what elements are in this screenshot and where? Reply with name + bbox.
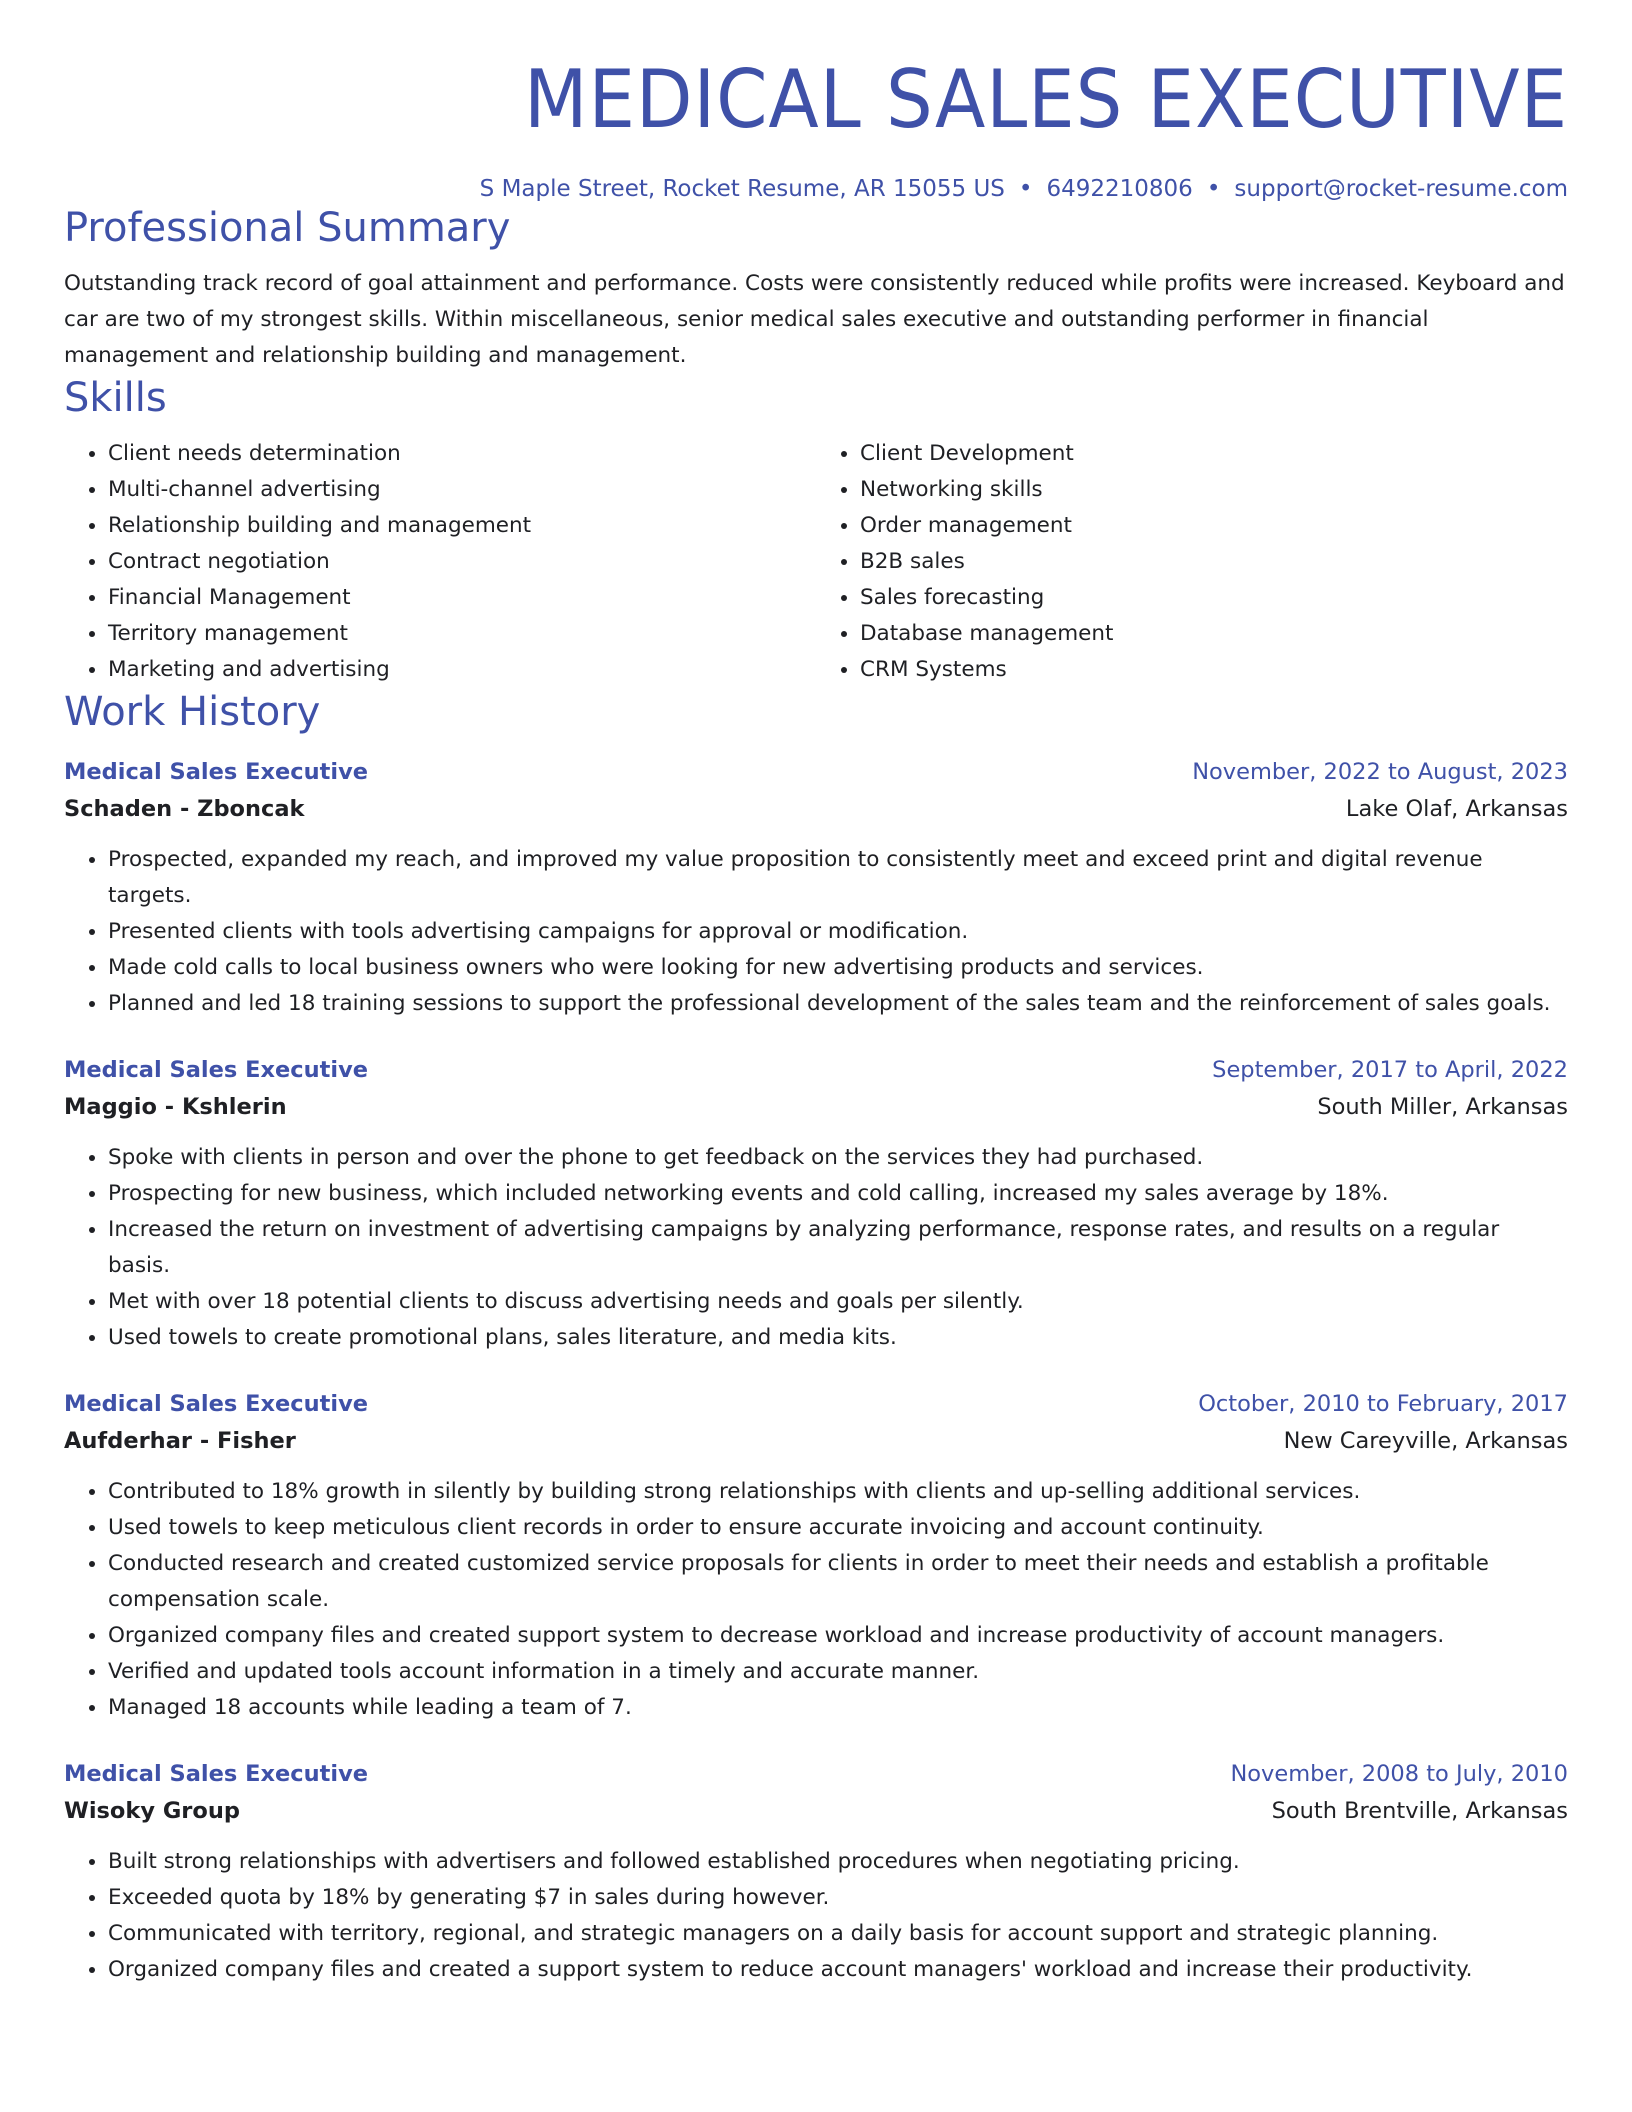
- skill-item: • Multi-channel advertising: [108, 472, 816, 508]
- job-bullet: • Built strong relationships with advertisers and followed established procedures when negotiating pricing.: [108, 1844, 1568, 1880]
- company-name: Wisoky Group: [64, 1798, 240, 1824]
- job-bullet: • Managed 18 accounts while leading a team of 7.: [108, 1690, 1568, 1726]
- address: S Maple Street, Rocket Resume, AR 15055 US: [479, 176, 1005, 202]
- job-bullet: • Presented clients with tools advertising campaigns for approval or modification.: [108, 914, 1568, 950]
- job-entry: [64, 1756, 1568, 1988]
- job-bullet: • Prospecting for new business, which included networking events and cold calling, increased my sales average by 18%.: [108, 1176, 1568, 1212]
- job-location: South Brentville, Arkansas: [1271, 1798, 1568, 1824]
- job-bullet: • Exceeded quota by 18% by generating $7 in sales during however.: [108, 1880, 1568, 1916]
- job-entry: [64, 754, 1568, 1022]
- job-dates: November, 2022 to August, 2023: [1192, 759, 1568, 785]
- contact-separator: •: [1206, 176, 1221, 202]
- job-bullet: • Met with over 18 potential clients to discuss advertising needs and goals per silently.: [108, 1284, 1568, 1320]
- skill-item: • Relationship building and management: [108, 508, 816, 544]
- job-bullet: • Communicated with territory, regional, and strategic managers on a daily basis for account support and strategic planning.: [108, 1916, 1568, 1952]
- email: support@rocket-resume.com: [1234, 176, 1568, 202]
- skill-item: • Sales forecasting: [860, 580, 1568, 616]
- skill-item: • Marketing and advertising: [108, 652, 816, 688]
- job-dates: November, 2008 to July, 2010: [1230, 1761, 1568, 1787]
- job-bullets: [64, 842, 1568, 1022]
- job-entry: [64, 1052, 1568, 1356]
- job-bullet: • Organized company files and created support system to decrease workload and increase productivity of account managers.: [108, 1618, 1568, 1654]
- job-entry: [64, 1386, 1568, 1726]
- job-title: Medical Sales Executive: [64, 1391, 369, 1417]
- skill-item: • CRM Systems: [860, 652, 1568, 688]
- contact-line: [64, 174, 1568, 204]
- work-history-heading: Work History: [64, 689, 321, 735]
- job-employer: [64, 1088, 1568, 1126]
- summary-heading: Professional Summary: [64, 205, 511, 251]
- skill-item: • Financial Management: [108, 580, 816, 616]
- job-dates: October, 2010 to February, 2017: [1198, 1391, 1568, 1417]
- contact-separator: •: [1018, 176, 1033, 202]
- skill-item: • Order management: [860, 508, 1568, 544]
- job-header: [64, 1052, 1568, 1088]
- job-bullet: • Made cold calls to local business owners who were looking for new advertising products and services.: [108, 950, 1568, 986]
- job-bullet: • Organized company files and created a support system to reduce account managers' workload and increase their productivity.: [108, 1952, 1568, 1988]
- job-employer: [64, 1792, 1568, 1830]
- job-header: [64, 1386, 1568, 1422]
- job-location: Lake Olaf, Arkansas: [1345, 796, 1568, 822]
- job-bullet: • Increased the return on investment of advertising campaigns by analyzing performance, response rates, and results on a regular basis.: [108, 1212, 1568, 1284]
- job-bullet: • Verified and updated tools account information in a timely and accurate manner.: [108, 1654, 1568, 1690]
- job-header: [64, 1756, 1568, 1792]
- job-bullet: • Conducted research and created customized service proposals for clients in order to meet their needs and establish a profitable compensation scale.: [108, 1546, 1568, 1618]
- skill-item: • Contract negotiation: [108, 544, 816, 580]
- job-title: Medical Sales Executive: [64, 759, 369, 785]
- phone: 6492210806: [1046, 176, 1193, 202]
- skills-column-right: [816, 436, 1568, 688]
- job-bullets: [64, 1474, 1568, 1726]
- company-name: Aufderhar - Fisher: [64, 1428, 296, 1454]
- skills-heading: Skills: [64, 375, 167, 421]
- job-dates: September, 2017 to April, 2022: [1212, 1057, 1568, 1083]
- skill-item: • Database management: [860, 616, 1568, 652]
- skill-item: • Client Development: [860, 436, 1568, 472]
- company-name: Schaden - Zboncak: [64, 796, 305, 822]
- job-title: Medical Sales Executive: [64, 1057, 369, 1083]
- summary-text: Outstanding track record of goal attainment and performance. Costs were consistently reduced while profits were increased. Keyboard and car are two of my strongest skills. Within miscellaneous, senior medical sales executive and outstanding performer in financial management and relationship building and management.: [64, 271, 1565, 368]
- job-employer: [64, 1422, 1568, 1460]
- job-bullets: [64, 1844, 1568, 1988]
- skill-item: • Networking skills: [860, 472, 1568, 508]
- job-title: Medical Sales Executive: [64, 1761, 369, 1787]
- skill-item: • B2B sales: [860, 544, 1568, 580]
- company-name: Maggio - Kshlerin: [64, 1094, 287, 1120]
- resume-name: MEDICAL SALES EXECUTIVE: [524, 53, 1568, 146]
- job-bullet: • Spoke with clients in person and over the phone to get feedback on the services they had purchased.: [108, 1140, 1568, 1176]
- job-employer: [64, 790, 1568, 828]
- job-location: New Careyville, Arkansas: [1283, 1428, 1568, 1454]
- job-header: [64, 754, 1568, 790]
- job-bullets: [64, 1140, 1568, 1356]
- skill-item: • Client needs determination: [108, 436, 816, 472]
- job-bullet: • Used towels to keep meticulous client records in order to ensure accurate invoicing and account continuity.: [108, 1510, 1568, 1546]
- job-bullet: • Prospected, expanded my reach, and improved my value proposition to consistently meet and exceed print and digital revenue targets.: [108, 842, 1568, 914]
- skills-column-left: [64, 436, 816, 688]
- job-bullet: • Contributed to 18% growth in silently by building strong relationships with clients and up-selling additional services.: [108, 1474, 1568, 1510]
- job-bullet: • Planned and led 18 training sessions to support the professional development of the sales team and the reinforcement of sales goals.: [108, 986, 1568, 1022]
- skill-item: • Territory management: [108, 616, 816, 652]
- skills-list: [64, 436, 1568, 688]
- job-location: South Miller, Arkansas: [1317, 1094, 1568, 1120]
- job-bullet: • Used towels to create promotional plans, sales literature, and media kits.: [108, 1320, 1568, 1356]
